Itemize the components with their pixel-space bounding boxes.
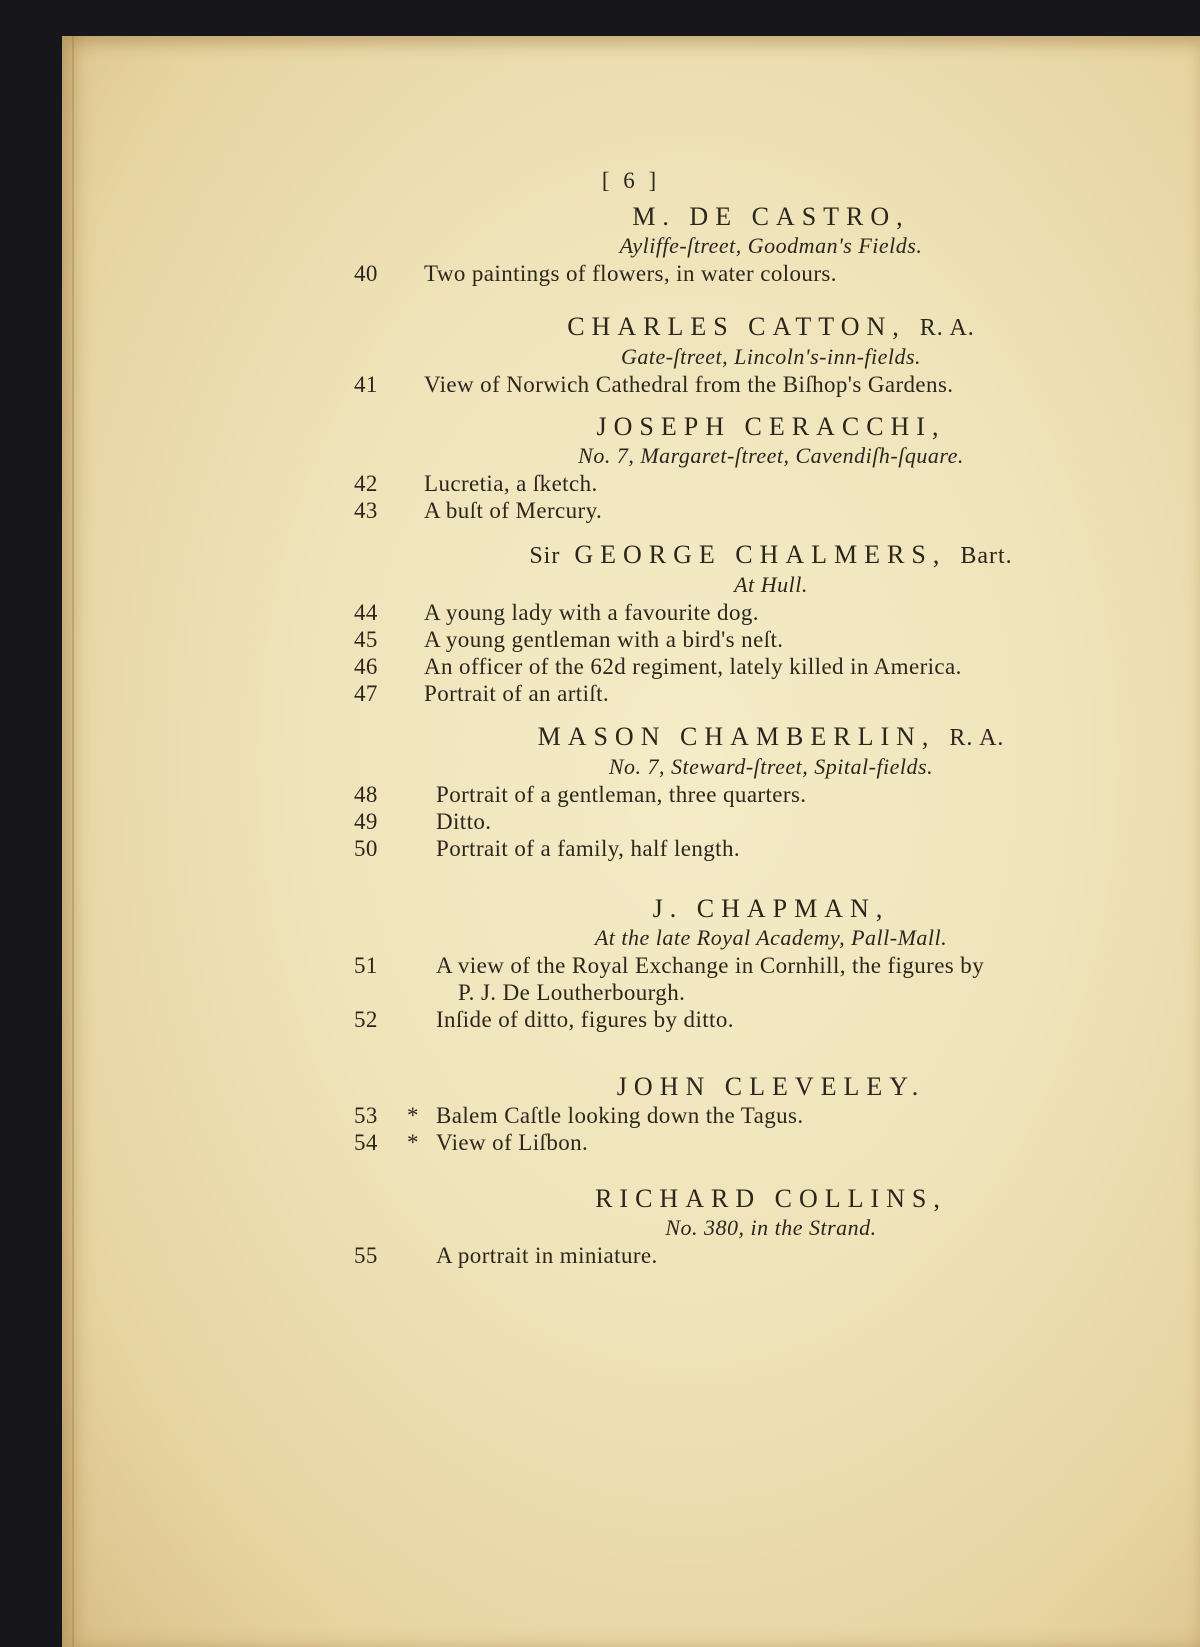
entry-number: 43	[354, 498, 378, 523]
entry-number: 46	[354, 654, 378, 679]
catalogue-entry	[62, 1129, 1200, 1156]
page-number: [ 6 ]	[601, 168, 661, 193]
entry-number: 50	[354, 836, 378, 861]
catalogue-entry	[62, 599, 1200, 626]
catalogue-entry	[62, 626, 1200, 653]
artist-name: JOHN CLEVELEY.	[616, 1072, 926, 1101]
artist-address: No. 7, Margaret-ſtreet, Cavendiſh-ſquare.	[578, 443, 964, 468]
entry-title-continuation: P. J. De Loutherbourgh.	[458, 980, 686, 1005]
artist-section	[62, 1184, 1200, 1269]
entry-number: 45	[354, 627, 378, 652]
entry-title: Two paintings of flowers, in water colours.	[424, 261, 837, 286]
artist-address: At Hull.	[734, 572, 808, 597]
entry-number: 48	[354, 782, 378, 807]
artist-address: Gate-ſtreet, Lincoln's-inn-fields.	[620, 344, 922, 369]
artist-name: Sir GEORGE CHALMERS, Bart.	[529, 540, 1013, 569]
entry-number: 55	[354, 1243, 378, 1268]
catalogue-entry	[62, 1006, 1200, 1033]
catalogue-entry	[62, 1242, 1200, 1269]
artist-section	[62, 312, 1200, 398]
entry-number: 54	[354, 1130, 378, 1155]
entry-number: 42	[354, 471, 378, 496]
catalogue-entry-continuation	[62, 979, 1200, 1006]
catalogue-entry	[62, 371, 1200, 398]
artist-name: J. CHAPMAN,	[652, 894, 890, 923]
entry-number: 47	[354, 681, 378, 706]
entry-title: A view of the Royal Exchange in Cornhill, the figures by	[436, 953, 985, 978]
catalogue-page	[62, 36, 1200, 1647]
catalogue-entry	[62, 497, 1200, 524]
artist-name: RICHARD COLLINS,	[595, 1184, 947, 1213]
entry-title: Portrait of a gentleman, three quarters.	[436, 782, 807, 807]
artist-name: JOSEPH CERACCHI,	[596, 412, 946, 441]
entry-number: 41	[354, 372, 378, 397]
entry-number: 52	[354, 1007, 378, 1032]
artist-name: MASON CHAMBERLIN, R. A.	[537, 722, 1005, 751]
artist-name: CHARLES CATTON, R. A.	[567, 312, 975, 341]
catalogue-entry	[62, 653, 1200, 680]
catalogue-entry	[62, 808, 1200, 835]
catalogue-entry	[62, 835, 1200, 862]
artist-address: Ayliffe-ſtreet, Goodman's Fields.	[619, 233, 923, 258]
entry-title: View of Norwich Cathedral from the Biſhop's Gardens.	[424, 372, 954, 397]
entry-title: Portrait of a family, half length.	[436, 836, 740, 861]
artist-name: M. DE CASTRO,	[632, 202, 910, 231]
catalogue-entry	[62, 470, 1200, 497]
entry-number: 51	[354, 953, 378, 978]
artist-section	[62, 540, 1200, 707]
artist-address: No. 7, Steward-ſtreet, Spital-fields.	[608, 754, 934, 779]
entry-title: View of Liſbon.	[436, 1130, 589, 1155]
catalogue-entry	[62, 781, 1200, 808]
catalogue-entry	[62, 952, 1200, 979]
entry-number: 49	[354, 809, 378, 834]
entry-title: An officer of the 62d regiment, lately killed in America.	[424, 654, 962, 679]
entry-title: Balem Caſtle looking down the Tagus.	[436, 1103, 804, 1128]
catalogue-entry	[62, 260, 1200, 287]
entry-number: 44	[354, 600, 378, 625]
artist-section	[62, 202, 1200, 287]
entry-title: A young gentleman with a bird's neſt.	[424, 627, 784, 652]
entry-title: Inſide of ditto, figures by ditto.	[436, 1007, 734, 1032]
entry-number: 53	[354, 1103, 378, 1128]
artist-address: At the late Royal Academy, Pall-Mall.	[594, 925, 948, 950]
entry-title: A buſt of Mercury.	[424, 498, 603, 523]
artist-section	[62, 894, 1200, 1033]
entry-title: A young lady with a favourite dog.	[424, 600, 759, 625]
entry-title: Ditto.	[436, 809, 492, 834]
artist-address: No. 380, in the Strand.	[665, 1215, 877, 1240]
artist-section	[62, 1072, 1200, 1156]
artist-section	[62, 722, 1200, 862]
entry-number: 40	[354, 261, 378, 286]
asterisk-mark: *	[407, 1130, 419, 1155]
entry-title: Portrait of an artiſt.	[424, 681, 610, 706]
catalogue-entry	[62, 680, 1200, 707]
catalogue-entry	[62, 1102, 1200, 1129]
entry-title: A portrait in miniature.	[436, 1243, 658, 1268]
artist-section	[62, 412, 1200, 524]
entry-title: Lucretia, a ſketch.	[424, 471, 598, 496]
asterisk-mark: *	[407, 1103, 419, 1128]
